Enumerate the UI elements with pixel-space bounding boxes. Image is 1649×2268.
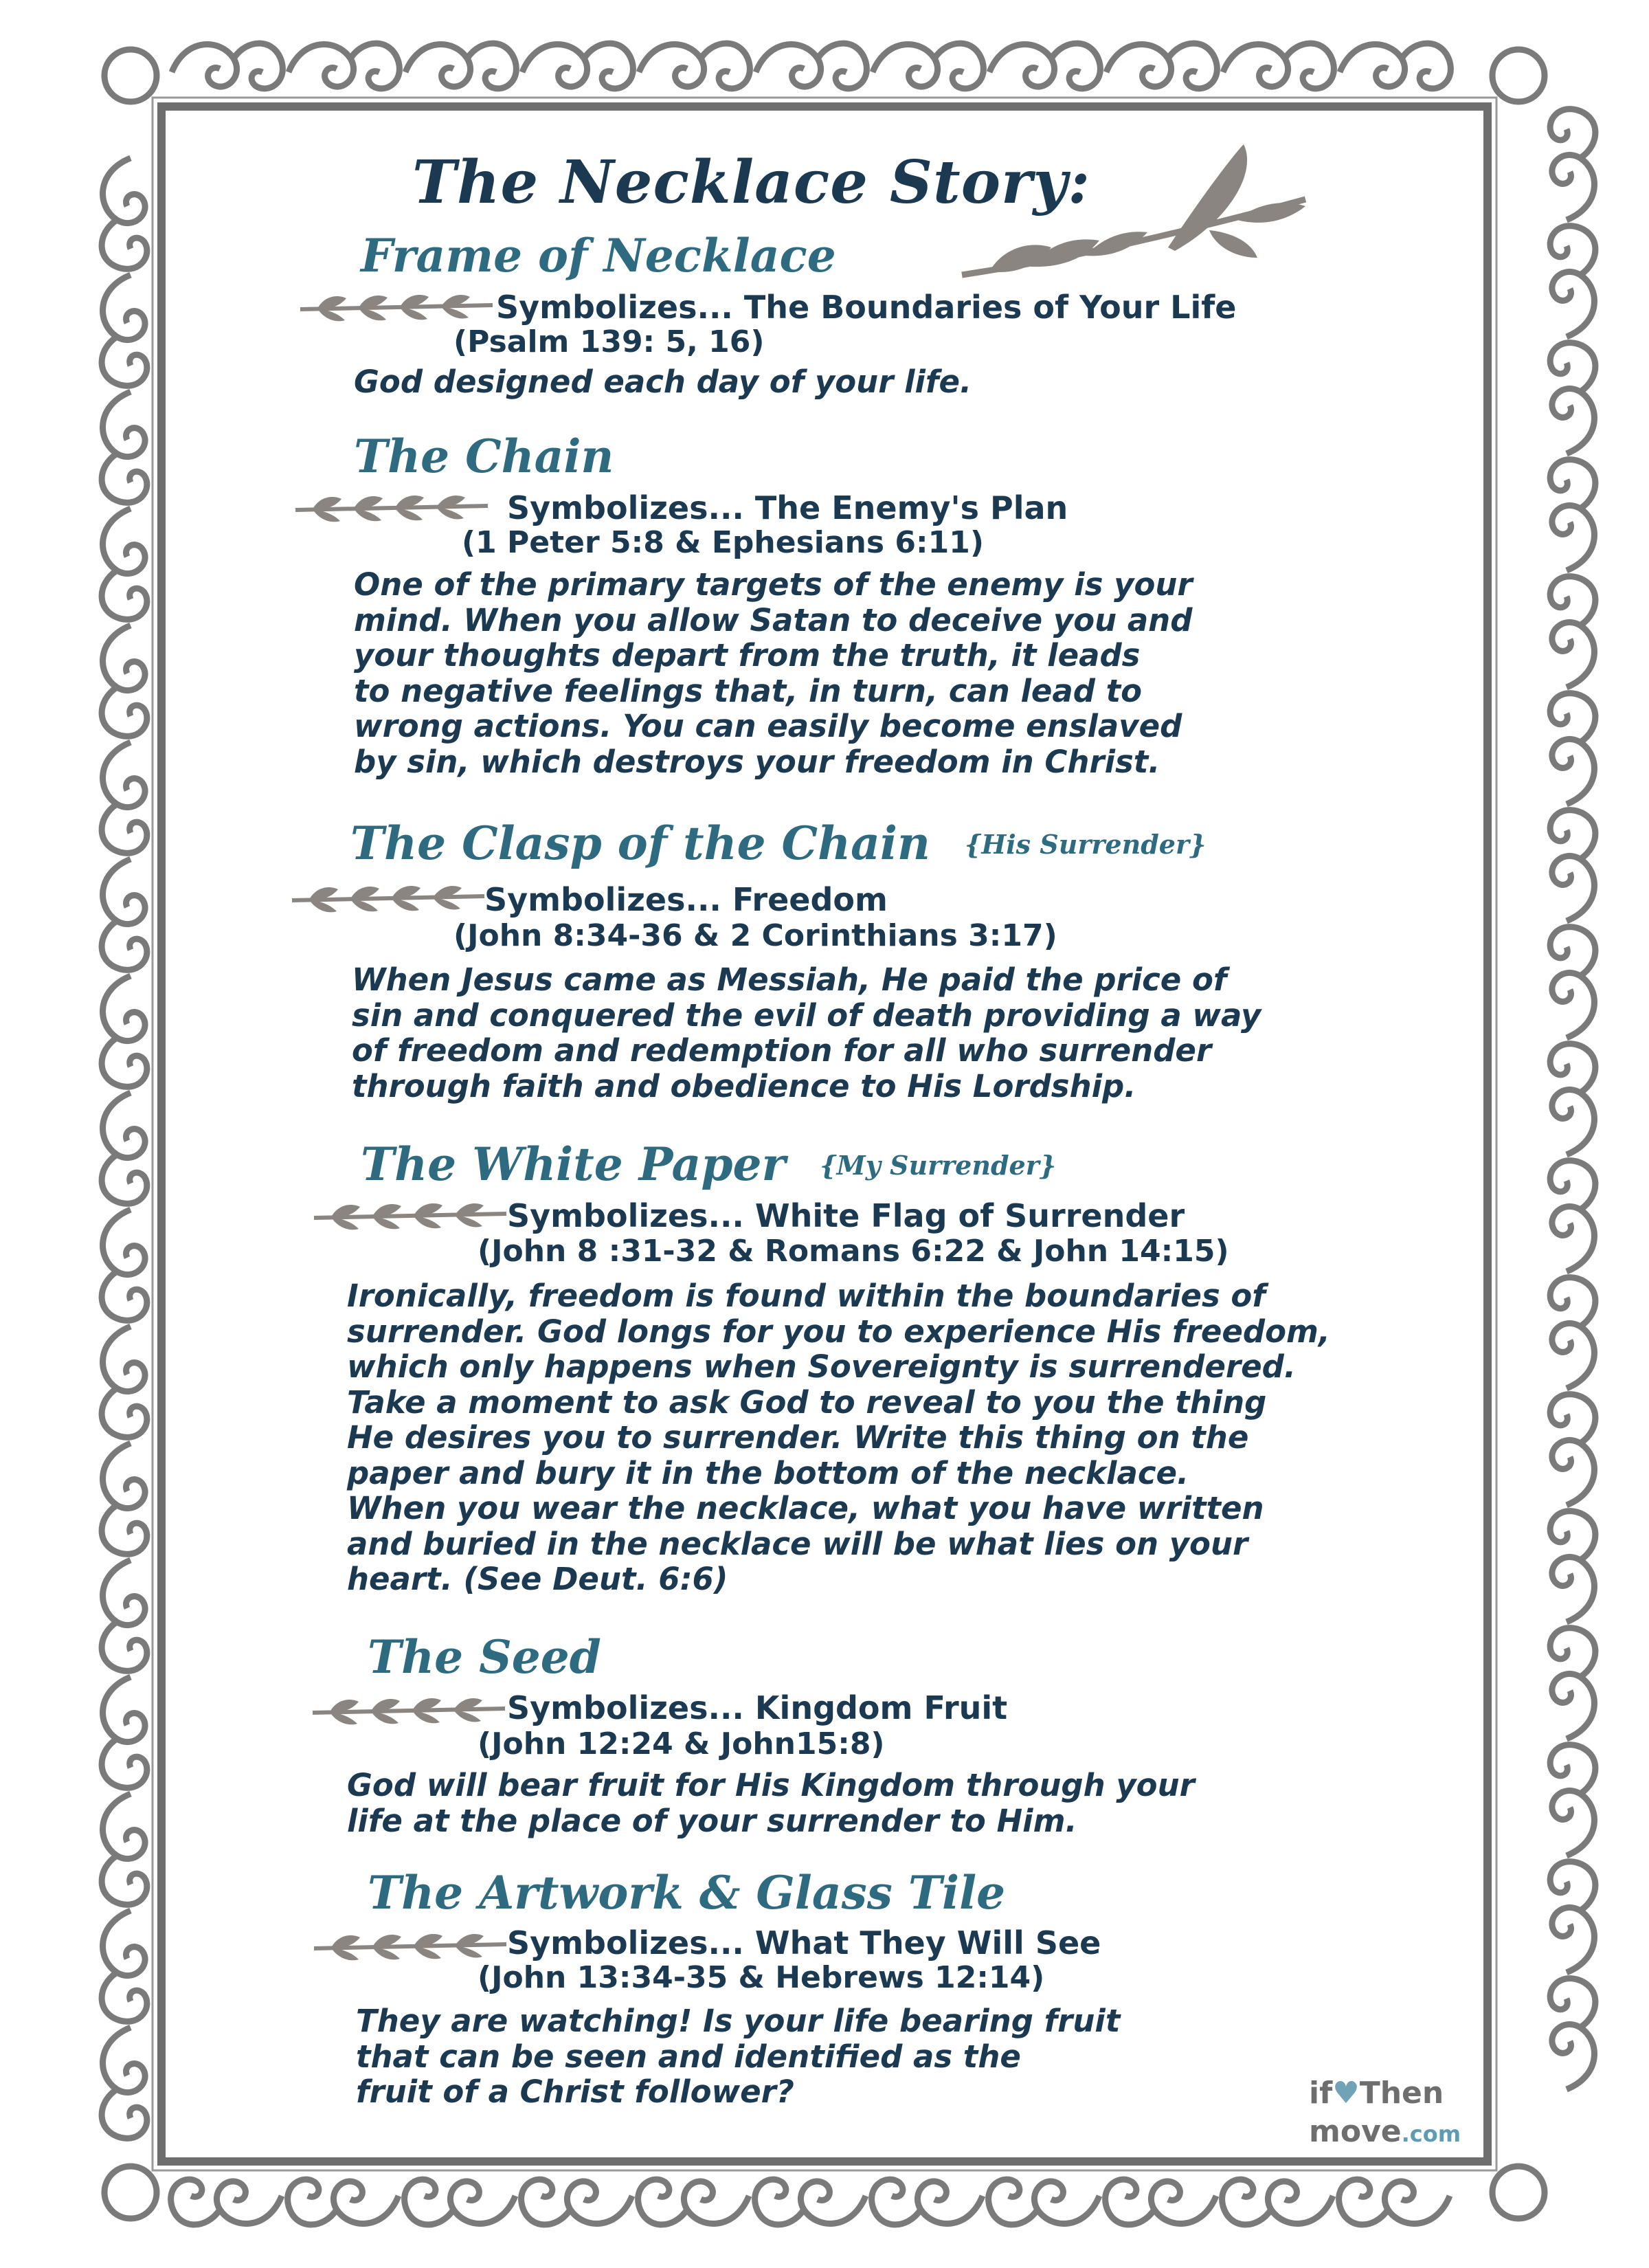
symbolizes-line: Symbolizes... The Enemy's Plan: [507, 489, 1068, 526]
symbolizes-line: Symbolizes... Freedom: [484, 881, 888, 918]
section-heading: The Seed: [368, 1630, 601, 1684]
logo-text: if: [1309, 2076, 1333, 2111]
body-line: surrender. God longs for you to experience His freedom,: [347, 1313, 1330, 1350]
body-line: mind. When you allow Satan to deceive you and: [354, 601, 1193, 638]
scripture-reference: (John 8:34-36 & 2 Corinthians 3:17): [453, 918, 1057, 953]
frame-scroll-ornament: [756, 43, 866, 89]
leaf-sprig-icon: [311, 1197, 510, 1235]
surrender-note: {His Surrender}: [964, 829, 1207, 860]
scripture-reference: (1 Peter 5:8 & Ephesians 6:11): [462, 525, 984, 560]
frame-scroll-ornament: [289, 43, 399, 89]
body-line: paper and bury it in the bottom of the necklace.: [347, 1454, 1189, 1491]
frame-scroll-ornament: [1550, 1161, 1595, 1271]
section-body: [347, 1278, 1330, 1597]
frame-scroll-ornament: [102, 392, 147, 502]
leaf-sprig-icon: [292, 489, 491, 527]
scripture-reference: (John 13:34-35 & Hebrews 12:14): [478, 1960, 1045, 1995]
section-heading: [361, 1137, 1056, 1191]
frame-scroll-ornament: [1550, 226, 1595, 337]
frame-scroll-ornament: [1339, 2179, 1450, 2225]
body-line: sin and conquered the evil of death providing a way: [352, 997, 1261, 1034]
frame-scroll-ornament: [1550, 1394, 1595, 1505]
logo-text: move: [1309, 2114, 1402, 2149]
frame-scroll-ornament: [1550, 1044, 1595, 1155]
section-heading: The Chain: [354, 430, 614, 483]
frame-scroll-ornament: [102, 1560, 147, 1671]
frame-scroll-ornament: [102, 1093, 147, 1203]
frame-scroll-ornament: [1550, 1628, 1595, 1739]
symbolizes-line: Symbolizes... White Flag of Surrender: [507, 1197, 1185, 1234]
body-line: When you wear the necklace, what you have written: [347, 1490, 1264, 1526]
body-line: wrong actions. You can easily become enslaved: [354, 708, 1182, 744]
scripture-reference: (John 8 :31-32 & Romans 6:22 & John 14:15): [478, 1234, 1229, 1269]
frame-scroll-ornament: [1550, 1278, 1595, 1388]
frame-scroll-ornament: [405, 43, 516, 89]
frame-scroll-ornament: [522, 43, 633, 89]
heading-text: The Clasp of the Chain: [350, 816, 930, 870]
frame-scroll-ornament: [1222, 2179, 1333, 2225]
site-logo: [1309, 2076, 1461, 2165]
frame-scroll-ornament: [102, 2027, 147, 2138]
heart-icon: ♥: [1332, 2076, 1360, 2111]
frame-scroll-ornament: [521, 2179, 632, 2225]
frame-scroll-ornament: [1550, 109, 1595, 220]
body-line: God will bear fruit for His Kingdom through your: [347, 1767, 1195, 1803]
section-heading: Frame of Necklace: [361, 229, 836, 282]
frame-scroll-ornament: [172, 43, 282, 89]
frame-scroll-ornament: [1550, 460, 1595, 570]
frame-scroll-ornament: [1550, 1511, 1595, 1622]
frame-scroll-ornament: [102, 625, 147, 736]
symbolizes-line: Symbolizes... Kingdom Fruit: [507, 1689, 1008, 1726]
frame-scroll-ornament: [1550, 577, 1595, 687]
section-heading: [350, 816, 1206, 870]
frame-scroll-ornament: [1106, 43, 1217, 89]
frame-scroll-ornament: [102, 275, 147, 386]
frame-scroll-ornament: [1550, 1862, 1595, 1972]
frame-scroll-ornament: [102, 158, 147, 269]
body-line: and buried in the necklace will be what lies on your: [347, 1525, 1248, 1562]
frame-scroll-ornament: [102, 1210, 147, 1320]
body-line: to negative feelings that, in turn, can lead to: [354, 672, 1143, 709]
page-title: The Necklace Story:: [412, 148, 1091, 217]
heading-text: The White Paper: [361, 1137, 786, 1191]
frame-scroll-ornament: [872, 2179, 983, 2225]
frame-scroll-ornament: [288, 2179, 399, 2225]
body-line: by sin, which destroys your freedom in Christ.: [354, 743, 1160, 780]
body-line: One of the primary targets of the enemy is your: [354, 566, 1193, 603]
frame-scroll-ornament: [1550, 343, 1595, 454]
leaf-sprig-icon: [289, 880, 488, 918]
body-line: When Jesus came as Messiah, He paid the price of: [352, 961, 1227, 998]
frame-scroll-ornament: [102, 1794, 147, 1904]
body-line: your thoughts depart from the truth, it leads: [354, 637, 1141, 674]
body-line: of freedom and redemption for all who surrender: [352, 1032, 1212, 1069]
frame-scroll-ornament: [873, 43, 983, 89]
frame-scroll-ornament: [638, 2179, 749, 2225]
body-line: They are watching! Is your life bearing fruit: [356, 2003, 1121, 2039]
frame-scroll-ornament: [171, 2179, 282, 2225]
frame-scroll-ornament: [102, 859, 147, 970]
body-line: life at the place of your surrender to Him.: [347, 1802, 1077, 1839]
symbolizes-line: Symbolizes... What They Will See: [507, 1924, 1101, 1961]
body-line: which only happens when Sovereignty is surrendered.: [347, 1348, 1296, 1385]
frame-scroll-ornament: [102, 1911, 147, 2021]
frame-scroll-ornament: [1340, 43, 1450, 89]
frame-scroll-ornament: [102, 742, 147, 853]
section-body: [354, 567, 1193, 779]
symbolizes-line: Symbolizes... The Boundaries of Your Life: [496, 289, 1237, 326]
frame-scroll-ornament: [1550, 1745, 1595, 1856]
leaf-sprig-icon: [309, 1692, 508, 1730]
body-line: Take a moment to ask God to reveal to you the thing: [347, 1383, 1267, 1421]
frame-scroll-ornament: [1550, 1979, 1595, 2089]
frame-scroll-ornament: [102, 1326, 147, 1437]
frame-scroll-ornament: [989, 2179, 1099, 2225]
frame-scroll-ornament: [1106, 2179, 1216, 2225]
surrender-note: {My Surrender}: [820, 1150, 1057, 1181]
frame-scroll-ornament: [102, 1677, 147, 1788]
leafy-branch-icon: [948, 144, 1333, 302]
leaf-sprig-icon: [297, 289, 496, 326]
section-body: [347, 1768, 1195, 1838]
frame-scroll-ornament: [1550, 810, 1595, 921]
logo-text: Then: [1359, 2076, 1444, 2111]
frame-scroll-ornament: [1550, 693, 1595, 804]
section-body: [352, 962, 1261, 1104]
body-line: He desires you to surrender. Write this thing on the: [347, 1419, 1249, 1456]
frame-scroll-ornament: [639, 43, 750, 89]
section-heading: The Artwork & Glass Tile: [368, 1866, 1006, 1920]
section-body: [354, 364, 972, 400]
frame-scroll-ornament: [102, 509, 147, 619]
frame-scroll-ornament: [1550, 927, 1595, 1038]
frame-scroll-ornament: [102, 976, 147, 1087]
frame-scroll-ornament: [102, 1443, 147, 1554]
frame-scroll-ornament: [405, 2179, 515, 2225]
scripture-reference: (John 12:24 & John15:8): [478, 1726, 885, 1761]
body-line: that can be seen and identified as the: [356, 2038, 1021, 2075]
frame-scroll-ornament: [989, 43, 1100, 89]
frame-scroll-ornament: [1223, 43, 1334, 89]
body-line: Ironically, freedom is found within the boundaries of: [347, 1278, 1266, 1314]
body-line: heart. (See Deut. 6:6): [347, 1561, 728, 1597]
scripture-reference: (Psalm 139: 5, 16): [453, 324, 765, 359]
frame-scroll-ornament: [755, 2179, 866, 2225]
logo-text: .com: [1401, 2121, 1461, 2147]
body-line: God designed each day of your life.: [354, 364, 972, 400]
body-line: through faith and obedience to His Lordship.: [352, 1067, 1136, 1104]
body-line: fruit of a Christ follower?: [356, 2074, 794, 2110]
section-body: [356, 2003, 1120, 2110]
